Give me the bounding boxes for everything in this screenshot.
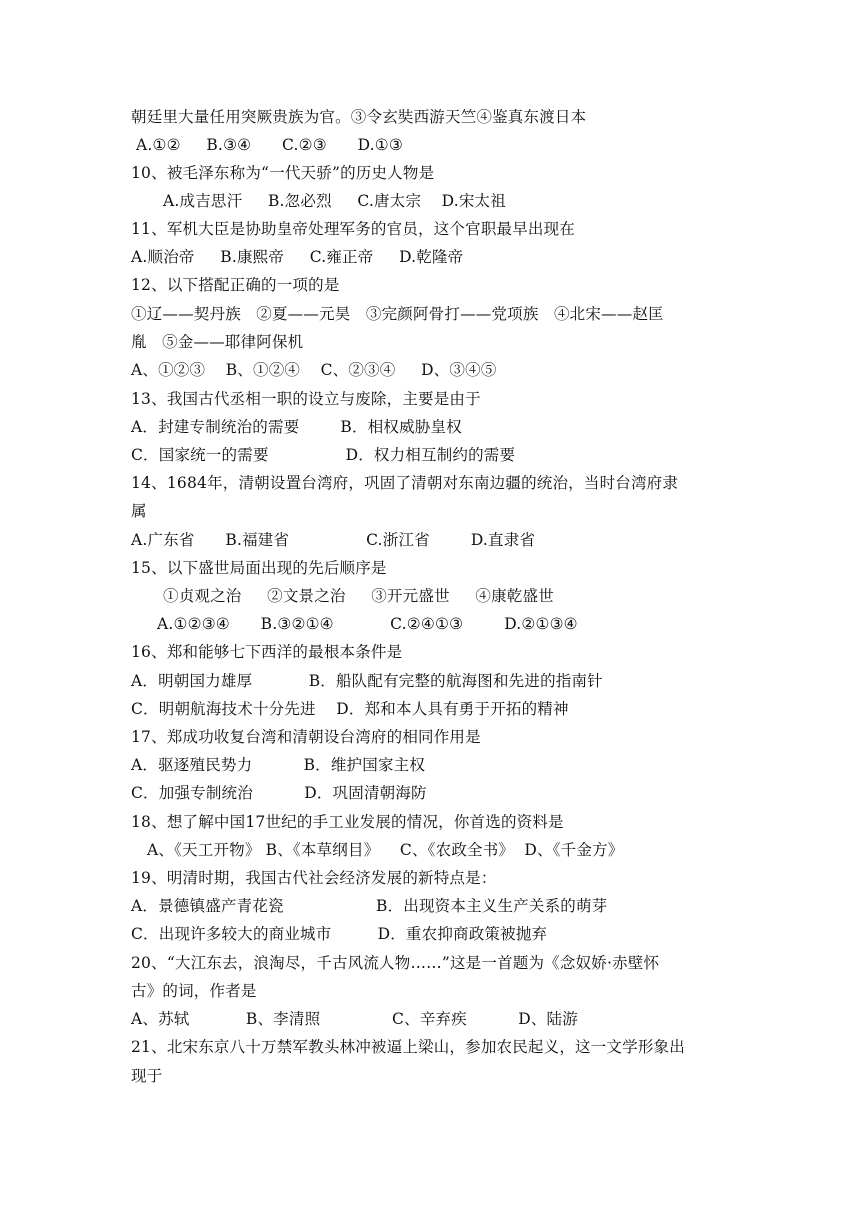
q13-options-cd: C．国家统一的需要 D．权力相互制约的需要 — [131, 446, 516, 464]
q17-options-ab: A．驱逐殖民势力 B．维护国家主权 — [131, 756, 426, 774]
q10-stem: 10、被毛泽东称为“一代天骄”的历史人物是 — [131, 164, 435, 182]
q12-options: A、①②③ B、①②④ C、②③④ D、③④⑤ — [131, 361, 497, 379]
q20-stem-line1: 20、“大江东去，浪淘尽，千古风流人物……”这是一首题为《念奴娇·赤壁怀 — [131, 954, 660, 972]
q15-options: A.①②③④ B.③②①④ C.②④①③ D.②①③④ — [157, 615, 578, 633]
q16-options-ab: A．明朝国力雄厚 B．船队配有完整的航海图和先进的指南针 — [131, 672, 603, 690]
q14-stem-line2: 属 — [131, 502, 147, 520]
q20-options: A、苏轼 B、李清照 C、辛弃疾 D、陆游 — [131, 1010, 578, 1028]
q11-options: A.顺治帝 B.康熙帝 C.雍正帝 D.乾隆帝 — [131, 248, 464, 266]
q12-items-line1: ①辽——契丹族 ②夏——元昊 ③完颜阿骨打——党项族 ④北宋——赵匡 — [131, 305, 664, 323]
q16-stem: 16、郑和能够七下西洋的最根本条件是 — [131, 643, 403, 661]
text-line: 朝廷里大量任用突厥贵族为官。③令玄奘西游天竺④鉴真东渡日本 — [131, 108, 587, 126]
q17-options-cd: C．加强专制统治 D．巩固清朝海防 — [131, 784, 427, 802]
q13-stem: 13、我国古代丞相一职的设立与废除，主要是由于 — [131, 390, 481, 408]
q11-stem: 11、军机大臣是协助皇帝处理军务的官员，这个官职最早出现在 — [131, 220, 576, 238]
q15-items: ①贞观之治 ②文景之治 ③开元盛世 ④康乾盛世 — [163, 587, 554, 605]
q19-stem: 19、明清时期，我国古代社会经济发展的新特点是： — [131, 869, 497, 887]
q21-stem-line1: 21、北宋东京八十万禁军教头林冲被逼上梁山，参加农民起义，这一文学形象出 — [131, 1038, 685, 1056]
q15-stem: 15、以下盛世局面出现的先后顺序是 — [131, 559, 387, 577]
q20-stem-line2: 古》的词，作者是 — [131, 982, 257, 1000]
q17-stem: 17、郑成功收复台湾和清朝设台湾府的相同作用是 — [131, 728, 481, 746]
q21-stem-line2: 现于 — [131, 1067, 163, 1085]
q19-options-cd: C．出现许多较大的商业城市 D．重农抑商政策被抛弃 — [131, 925, 548, 943]
q18-options: A、《天工开物》 B、《本草纲目》 C、《农政全书》 D、《千金方》 — [147, 841, 624, 859]
q19-options-ab: A．景德镇盛产青花瓷 B．出现资本主义生产关系的萌芽 — [131, 897, 608, 915]
q10-options: A.成吉思汗 B.忽必烈 C.唐太宗 D.宋太祖 — [163, 192, 506, 210]
q16-options-cd: C．明朝航海技术十分先进 D．郑和本人具有勇于开拓的精神 — [131, 700, 569, 718]
q18-stem: 18、想了解中国17世纪的手工业发展的情况，你首选的资料是 — [131, 813, 564, 831]
q12-stem: 12、以下搭配正确的一项的是 — [131, 276, 340, 294]
q12-items-line2: 胤 ⑤金——耶律阿保机 — [131, 333, 304, 351]
q14-stem-line1: 14、1684年，清朝设置台湾府，巩固了清朝对东南边疆的统治，当时台湾府隶 — [131, 474, 679, 492]
q9-options: A.①② B.③④ C.②③ D.①③ — [136, 136, 403, 154]
q14-options: A.广东省 B.福建省 C.浙江省 D.直隶省 — [131, 531, 536, 549]
q13-options-ab: A．封建专制统治的需要 B．相权威胁皇权 — [131, 418, 462, 436]
